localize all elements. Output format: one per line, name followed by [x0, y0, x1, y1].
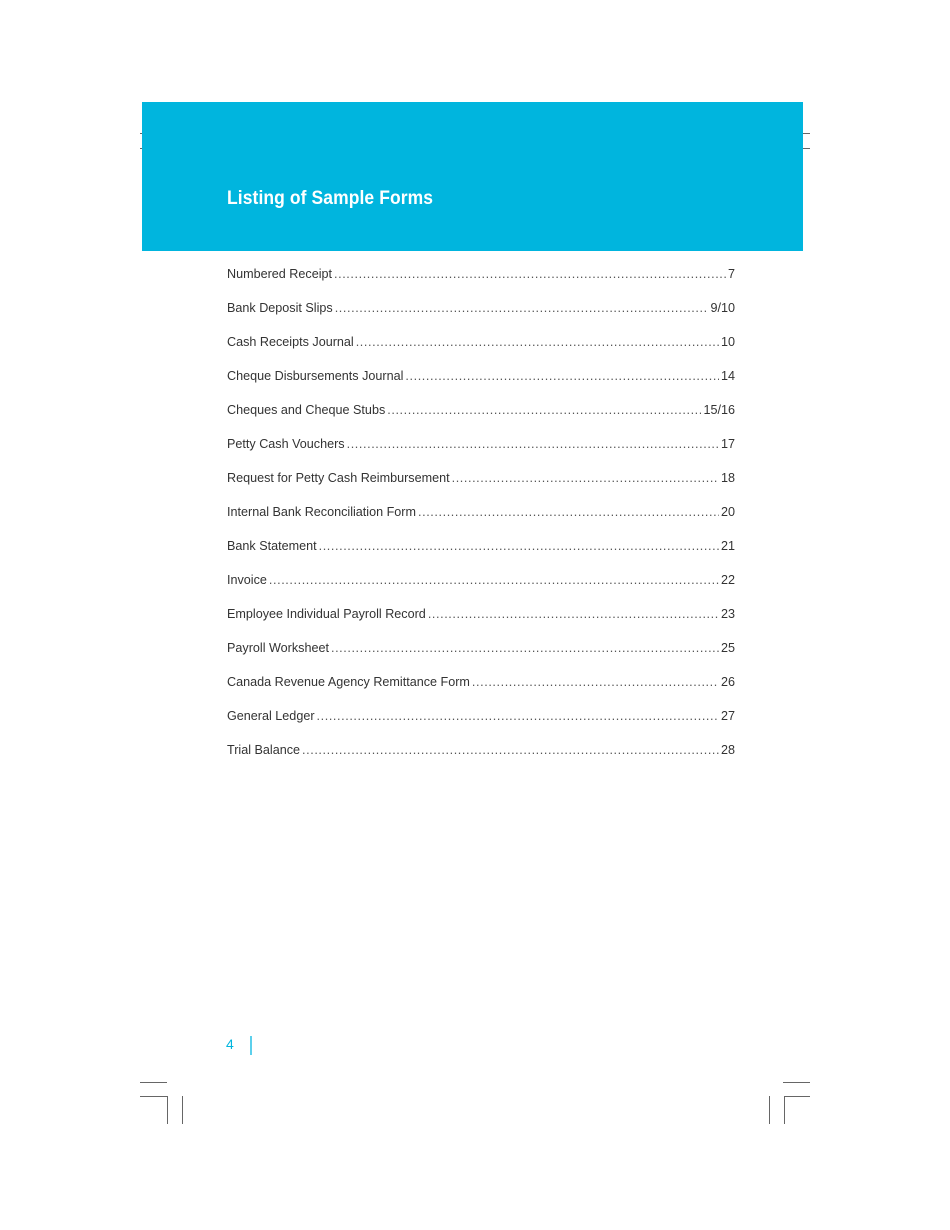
toc-entry-label: Numbered Receipt [227, 267, 332, 281]
toc-entry-page: 20 [720, 505, 735, 519]
toc-entry-label: Invoice [227, 573, 267, 587]
crop-mark [784, 1096, 785, 1124]
dot-leader [302, 743, 719, 757]
toc-entry-page: 27 [720, 709, 735, 723]
toc-entry[interactable] [227, 301, 735, 335]
toc-entry-page: 10 [720, 335, 735, 349]
toc-entry-page: 9/10 [710, 301, 735, 315]
dot-leader [319, 539, 719, 553]
toc-entry-page: 22 [720, 573, 735, 587]
dot-leader [428, 607, 719, 621]
toc-entry-label: Request for Petty Cash Reimbursement [227, 471, 450, 485]
toc-entry-page: 18 [720, 471, 735, 485]
page-number-divider [250, 1036, 252, 1055]
toc-entry[interactable] [227, 675, 735, 709]
toc-entry-label: Internal Bank Reconciliation Form [227, 505, 416, 519]
dot-leader [405, 369, 719, 383]
crop-mark [140, 1096, 167, 1097]
toc-entry-label: Canada Revenue Agency Remittance Form [227, 675, 470, 689]
toc-entry-page: 23 [720, 607, 735, 621]
toc-entry[interactable] [227, 607, 735, 641]
crop-mark [784, 1096, 810, 1097]
toc-entry-label: Trial Balance [227, 743, 301, 757]
page-title: Listing of Sample Forms [227, 188, 434, 209]
toc-entry[interactable] [227, 743, 735, 777]
toc-entry[interactable] [227, 403, 735, 437]
toc-entry-label: Bank Statement [227, 539, 317, 553]
table-of-contents [227, 267, 735, 777]
header-banner [142, 102, 803, 251]
toc-entry[interactable] [227, 471, 735, 505]
toc-entry[interactable] [227, 573, 735, 607]
toc-entry-label: Cheque Disbursements Journal [227, 369, 404, 383]
toc-entry-page: 7 [727, 267, 735, 281]
dot-leader [472, 675, 719, 689]
dot-leader [356, 335, 719, 349]
toc-entry-label: Payroll Worksheet [227, 641, 329, 655]
page-number: 4 [226, 1036, 234, 1052]
toc-entry-label: Petty Cash Vouchers [227, 437, 345, 451]
crop-mark [167, 1096, 168, 1124]
dot-leader [347, 437, 719, 451]
dot-leader [335, 301, 709, 315]
toc-entry[interactable] [227, 641, 735, 675]
toc-entry-label: Cash Receipts Journal [227, 335, 354, 349]
toc-entry-page: 26 [720, 675, 735, 689]
toc-entry-page: 15/16 [703, 403, 735, 417]
crop-mark [783, 1082, 810, 1083]
toc-entry[interactable] [227, 369, 735, 403]
toc-entry-page: 28 [720, 743, 735, 757]
toc-entry-label: General Ledger [227, 709, 315, 723]
toc-entry[interactable] [227, 709, 735, 743]
toc-entry[interactable] [227, 335, 735, 369]
dot-leader [317, 709, 719, 723]
dot-leader [331, 641, 719, 655]
toc-entry-page: 25 [720, 641, 735, 655]
toc-entry-label: Bank Deposit Slips [227, 301, 333, 315]
toc-entry-label: Cheques and Cheque Stubs [227, 403, 386, 417]
crop-mark [140, 1082, 167, 1083]
toc-entry-page: 14 [720, 369, 735, 383]
toc-entry[interactable] [227, 505, 735, 539]
dot-leader [269, 573, 719, 587]
toc-entry-label: Employee Individual Payroll Record [227, 607, 426, 621]
toc-entry-page: 21 [720, 539, 735, 553]
dot-leader [334, 267, 726, 281]
crop-mark [803, 133, 810, 134]
toc-entry-page: 17 [720, 437, 735, 451]
crop-mark [803, 148, 810, 149]
toc-entry[interactable] [227, 539, 735, 573]
toc-entry[interactable] [227, 267, 735, 301]
dot-leader [387, 403, 701, 417]
crop-mark [182, 1096, 183, 1124]
dot-leader [452, 471, 719, 485]
crop-mark [769, 1096, 770, 1124]
dot-leader [418, 505, 719, 519]
toc-entry[interactable] [227, 437, 735, 471]
